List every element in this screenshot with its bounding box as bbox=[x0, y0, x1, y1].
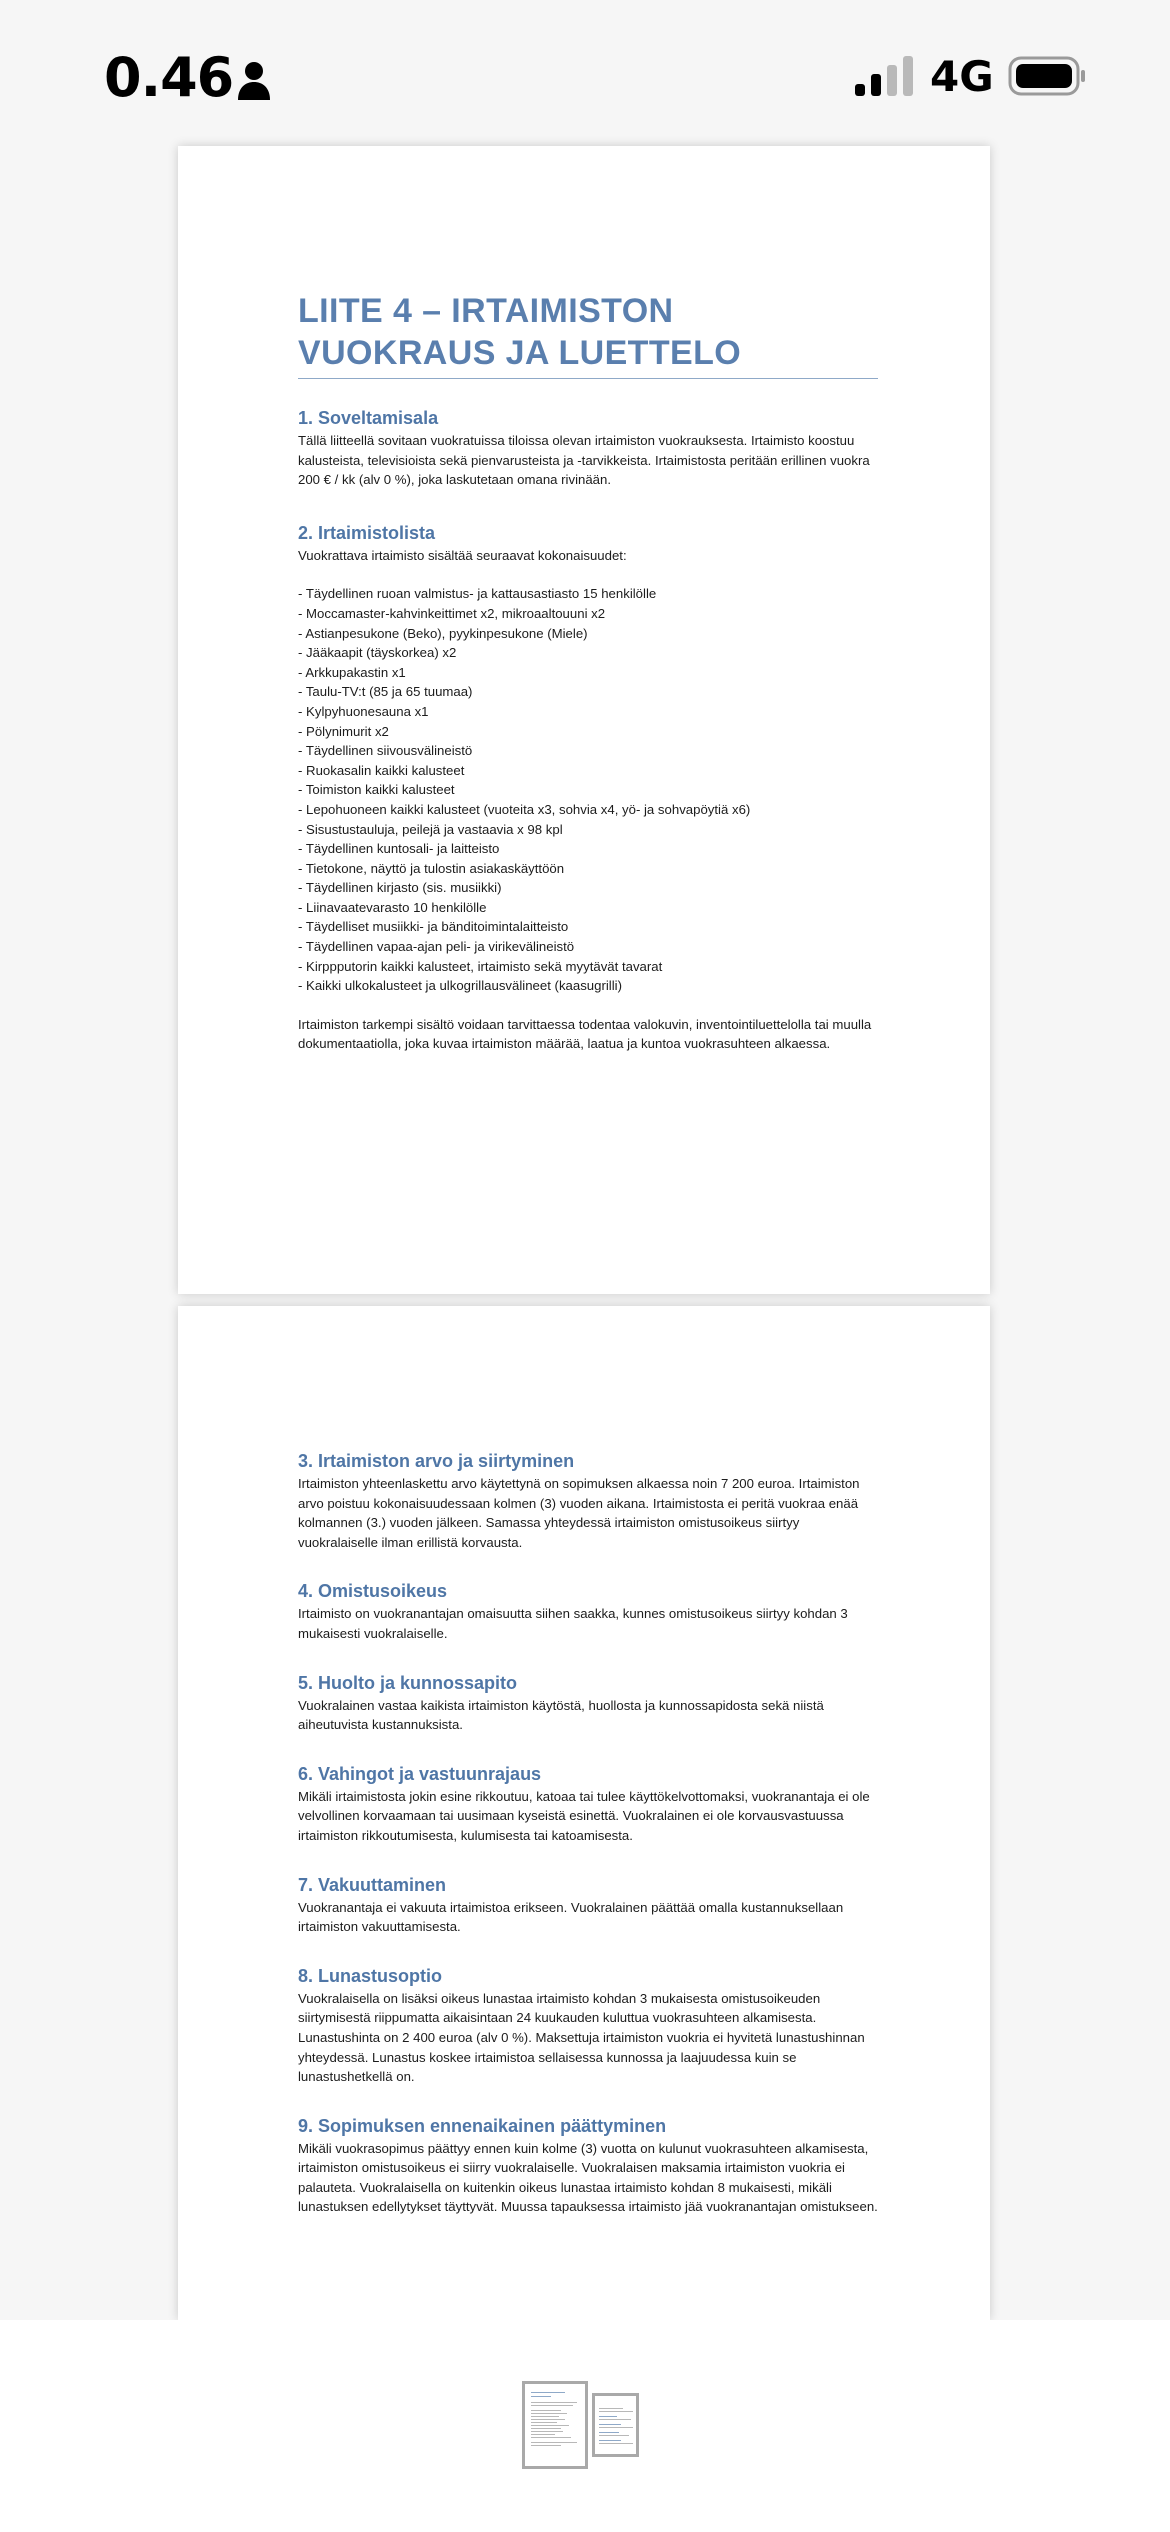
list-item: - Pölynimurit x2 bbox=[298, 723, 389, 739]
page-1-content bbox=[298, 290, 878, 1054]
list-item: - Arkkupakastin x1 bbox=[298, 664, 406, 680]
network-type: 4G bbox=[930, 52, 994, 101]
list-item: - Kirppputorin kaikki kalusteet, irtaimisto sekä myytävät tavarat bbox=[298, 958, 663, 974]
section-heading: 8. Lunastusoptio bbox=[298, 1965, 442, 1986]
status-bar bbox=[0, 0, 1170, 150]
battery-icon bbox=[1008, 56, 1088, 96]
section-outro: Irtaimiston tarkempi sisältö voidaan tarvittaessa todentaa valokuvin, inventointiluettelolla tai muulla dokumentaatiolla, joka kuvaa irtaimiston määrää, laatua ja kuntoa vuokrasuhteen alkaessa. bbox=[298, 1016, 872, 1052]
section-heading: 4. Omistusoikeus bbox=[298, 1581, 448, 1602]
section-text: Irtaimiston yhteenlaskettu arvo käytettynä on sopimuksen alkaessa noin 7 200 euroa. Irtaimiston arvo poistuu kokonaisuudessaan kolmen (3) vuoden aikana. Irtaimistosta ei peritä vuokraa enää kolmannen (3.) vuoden jälkeen. Samassa yhteydessä irtaimiston omistusoikeus siirtyy vuokralaiselle ilman erillistä korvausta. bbox=[298, 1476, 860, 1550]
list-item: - Lepohuoneen kaikki kalusteet (vuoteita x3, sohvia x4, yö- ja sohvapöytiä x6) bbox=[298, 801, 751, 817]
list-item: - Liinavaatevarasto 10 henkilölle bbox=[298, 899, 487, 915]
list-item: - Täydellinen kirjasto (sis. musiikki) bbox=[298, 880, 502, 896]
list-item: - Kaikki ulkokalusteet ja ulkogrillausvälineet (kaasugrilli) bbox=[298, 978, 622, 994]
section-heading: 9. Sopimuksen ennenaikainen päättyminen bbox=[298, 2115, 667, 2136]
status-time: 0.46 bbox=[104, 46, 234, 109]
section-heading: 6. Vahingot ja vastuunrajaus bbox=[298, 1763, 542, 1784]
list-item: - Täydellinen siivousvälineistö bbox=[298, 743, 473, 759]
person-icon bbox=[236, 60, 272, 100]
section-text: Mikäli vuokrasopimus päättyy ennen kuin kolme (3) vuotta on kulunut vuokrasuhteen alkamisesta, irtaimiston omistusoikeus ei siirry vuokralaiselle. Vuokralaisen maksamia irtaimiston vuokria ei palauteta. Vuokralaisella on kuitenkin oikeus lunastaa irtaimisto kohdan 8 mukaisesti, mikäli lunastuksen edellytykset täyttyvät. Muussa tapauksessa irtaimisto jää vuokranantajan omistukseen. bbox=[298, 2140, 878, 2215]
section-heading: 1. Soveltamisala bbox=[298, 408, 439, 428]
page-thumbnail-2[interactable] bbox=[592, 2393, 639, 2457]
list-item: - Sisustustauluja, peilejä ja vastaavia x 98 kpl bbox=[298, 821, 563, 837]
section-text: Irtaimisto on vuokranantajan omaisuutta siihen saakka, kunnes omistusoikeus siirtyy kohdan 3 mukaisesti vuokralaiselle. bbox=[298, 1606, 848, 1641]
section-heading: 3. Irtaimiston arvo ja siirtyminen bbox=[298, 1451, 575, 1471]
section-heading: 2. Irtaimistolista bbox=[298, 522, 436, 543]
section-text: Vuokranantaja ei vakuuta irtaimistoa erikseen. Vuokralainen päättää omalla kustannuksellaan irtaimiston vakuuttamisesta. bbox=[298, 1899, 844, 1935]
list-item: - Toimiston kaikki kalusteet bbox=[298, 782, 455, 798]
section-text: Vuokralainen vastaa kaikista irtaimiston käytöstä, huollosta ja kunnossapidosta sekä niistä aiheutuvista kustannuksista. bbox=[298, 1697, 824, 1733]
signal-icon bbox=[855, 56, 915, 96]
section-heading: 5. Huolto ja kunnossapito bbox=[298, 1672, 518, 1693]
section-text: Mikäli irtaimistosta jokin esine rikkoutuu, katoaa tai tulee käyttökelvottomaksi, vuokranantaja ei ole velvollinen korvaamaan tai uusimaan kyseistä esinettä. Vuokralainen ei ole korvausvastuussa irtaimiston rikkoutumisesta, kulumisesta tai katoamisesta. bbox=[298, 1788, 870, 1843]
list-item: - Täydellinen vapaa-ajan peli- ja virikevälineistö bbox=[298, 939, 575, 955]
section-intro: Vuokrattava irtaimisto sisältää seuraavat kokonaisuudet: bbox=[298, 547, 627, 563]
list-item: - Jääkaapit (täyskorkea) x2 bbox=[298, 645, 457, 661]
section-text: Vuokralaisella on lisäksi oikeus lunastaa irtaimisto kohdan 3 mukaisesta omistusoikeuden siirtymisestä riippumatta aikaisintaan 24 kuukauden kuluttua vuokrasuhteen alkamisesta. Lunastushinta on 2 400 euroa (alv 0 %). Maksettuja irtaimiston vuokria ei hyvitetä lunastushinnan yhteydessä. Lunastus koskee irtaimistoa sellaisessa kunnossa ja laajuudessa kuin se lunastushetkellä on. bbox=[298, 1990, 865, 2085]
inventory-list bbox=[298, 584, 878, 995]
list-item: - Täydelliset musiikki- ja bänditoimintalaitteisto bbox=[298, 919, 569, 935]
list-item: - Taulu-TV:t (85 ja 65 tuumaa) bbox=[298, 684, 473, 700]
list-item: - Ruokasalin kaikki kalusteet bbox=[298, 762, 465, 778]
list-item: - Astianpesukone (Beko), pyykinpesukone (Miele) bbox=[298, 625, 588, 641]
document-page-2[interactable] bbox=[178, 1306, 990, 2320]
document-title: LIITE 4 – IRTAIMISTON VUOKRAUS JA LUETTELO bbox=[298, 290, 878, 379]
page-thumbnail-bar bbox=[0, 2320, 1170, 2532]
page-thumbnail-1[interactable] bbox=[522, 2381, 588, 2469]
list-item: - Tietokone, näyttö ja tulostin asiakaskäyttöön bbox=[298, 860, 565, 876]
list-item: - Täydellinen kuntosali- ja laitteisto bbox=[298, 841, 500, 857]
page-2-content bbox=[298, 1450, 878, 2217]
list-item: - Moccamaster-kahvinkeittimet x2, mikroaaltouuni x2 bbox=[298, 605, 606, 621]
list-item: - Täydellinen ruoan valmistus- ja kattausastiasto 15 henkilölle bbox=[298, 586, 657, 602]
list-item: - Kylpyhuonesauna x1 bbox=[298, 703, 429, 719]
section-text: Tällä liitteellä sovitaan vuokratuissa tiloissa olevan irtaimiston vuokrauksesta. Irtaimisto koostuu kalusteista, televisioista sekä pienvarusteista ja -tarvikkeista. Irtaimistosta peritään erillinen vuokra 200 € / kk (alv 0 %), joka laskutetaan omana rivinään. bbox=[298, 433, 870, 488]
document-page-1[interactable] bbox=[178, 146, 990, 1294]
section-heading: 7. Vakuuttaminen bbox=[298, 1874, 447, 1895]
